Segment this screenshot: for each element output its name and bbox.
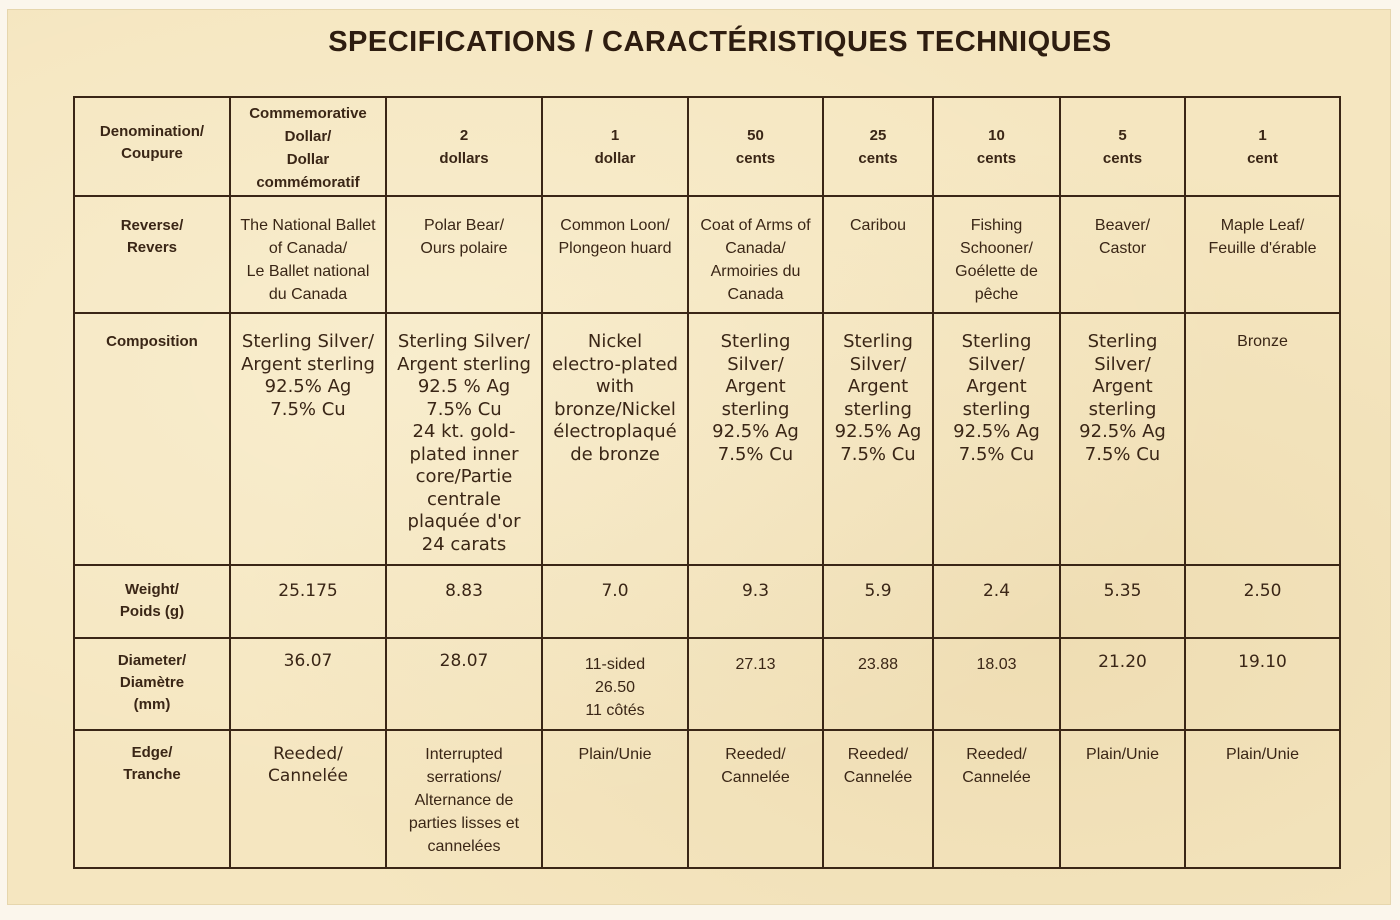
denomination-cell: 50 cents	[688, 97, 823, 196]
composition-cell: Sterling Silver/ Argent sterling 92.5% Ag 7.5% Cu	[933, 313, 1060, 565]
composition-cell: Sterling Silver/ Argent sterling 92.5% Ag 7.5% Cu	[823, 313, 933, 565]
edge-cell: Plain/Unie	[542, 730, 688, 868]
weight-cell: 8.83	[386, 565, 542, 638]
diameter-row	[74, 638, 1340, 730]
denomination-cell: 1 dollar	[542, 97, 688, 196]
edge-cell: Plain/Unie	[1060, 730, 1185, 868]
row-label-reverse: Reverse/ Revers	[74, 196, 230, 313]
reverse-cell: Coat of Arms of Canada/ Armoiries du Canada	[688, 196, 823, 313]
composition-cell: Sterling Silver/ Argent sterling 92.5 % Ag 7.5% Cu 24 kt. gold- plated inner core/Partie centrale plaquée d'or 24 carats	[386, 313, 542, 565]
diameter-cell: 11-sided 26.50 11 côtés	[542, 638, 688, 730]
reverse-cell: Caribou	[823, 196, 933, 313]
composition-cell: Bronze	[1185, 313, 1340, 565]
edge-cell: Plain/Unie	[1185, 730, 1340, 868]
composition-row	[74, 313, 1340, 565]
diameter-cell: 36.07	[230, 638, 386, 730]
composition-cell: Sterling Silver/ Argent sterling 92.5% Ag 7.5% Cu	[688, 313, 823, 565]
spec-table	[73, 96, 1341, 869]
denomination-cell: 2 dollars	[386, 97, 542, 196]
row-label-denomination: Denomination/ Coupure	[74, 97, 230, 196]
weight-cell: 9.3	[688, 565, 823, 638]
diameter-cell: 21.20	[1060, 638, 1185, 730]
diameter-cell: 28.07	[386, 638, 542, 730]
edge-cell: Reeded/ Cannelée	[823, 730, 933, 868]
denomination-cell: 1 cent	[1185, 97, 1340, 196]
weight-cell: 5.35	[1060, 565, 1185, 638]
reverse-cell: Fishing Schooner/ Goélette de pêche	[933, 196, 1060, 313]
reverse-cell: Common Loon/ Plongeon huard	[542, 196, 688, 313]
diameter-cell: 23.88	[823, 638, 933, 730]
reverse-cell: Maple Leaf/ Feuille d'érable	[1185, 196, 1340, 313]
row-label-composition: Composition	[74, 313, 230, 565]
denomination-cell: 5 cents	[1060, 97, 1185, 196]
diameter-cell: 18.03	[933, 638, 1060, 730]
diameter-cell: 27.13	[688, 638, 823, 730]
weight-cell: 2.50	[1185, 565, 1340, 638]
edge-cell: Reeded/ Cannelée	[688, 730, 823, 868]
weight-row	[74, 565, 1340, 638]
denomination-cell: Commemorative Dollar/ Dollar commémoratif	[230, 97, 386, 196]
composition-cell: Sterling Silver/ Argent sterling 92.5% Ag 7.5% Cu	[230, 313, 386, 565]
edge-cell: Reeded/ Cannelée	[230, 730, 386, 868]
reverse-cell: Polar Bear/ Ours polaire	[386, 196, 542, 313]
denomination-cell: 25 cents	[823, 97, 933, 196]
denomination-row	[74, 97, 1340, 196]
reverse-cell: Beaver/ Castor	[1060, 196, 1185, 313]
page-title: SPECIFICATIONS / CARACTÉRISTIQUES TECHNIQUES	[328, 26, 1112, 58]
reverse-cell: The National Ballet of Canada/ Le Ballet national du Canada	[230, 196, 386, 313]
edge-cell: Reeded/ Cannelée	[933, 730, 1060, 868]
denomination-cell: 10 cents	[933, 97, 1060, 196]
edge-row	[74, 730, 1340, 868]
weight-cell: 5.9	[823, 565, 933, 638]
weight-cell: 25.175	[230, 565, 386, 638]
row-label-weight: Weight/ Poids (g)	[74, 565, 230, 638]
weight-cell: 7.0	[542, 565, 688, 638]
composition-cell: Sterling Silver/ Argent sterling 92.5% Ag 7.5% Cu	[1060, 313, 1185, 565]
diameter-cell: 19.10	[1185, 638, 1340, 730]
edge-cell: Interrupted serrations/ Alternance de parties lisses et cannelées	[386, 730, 542, 868]
reverse-row	[74, 196, 1340, 313]
weight-cell: 2.4	[933, 565, 1060, 638]
composition-cell: Nickel electro-plated with bronze/Nickel électroplaqué de bronze	[542, 313, 688, 565]
row-label-diameter: Diameter/ Diamètre (mm)	[74, 638, 230, 730]
row-label-edge: Edge/ Tranche	[74, 730, 230, 868]
